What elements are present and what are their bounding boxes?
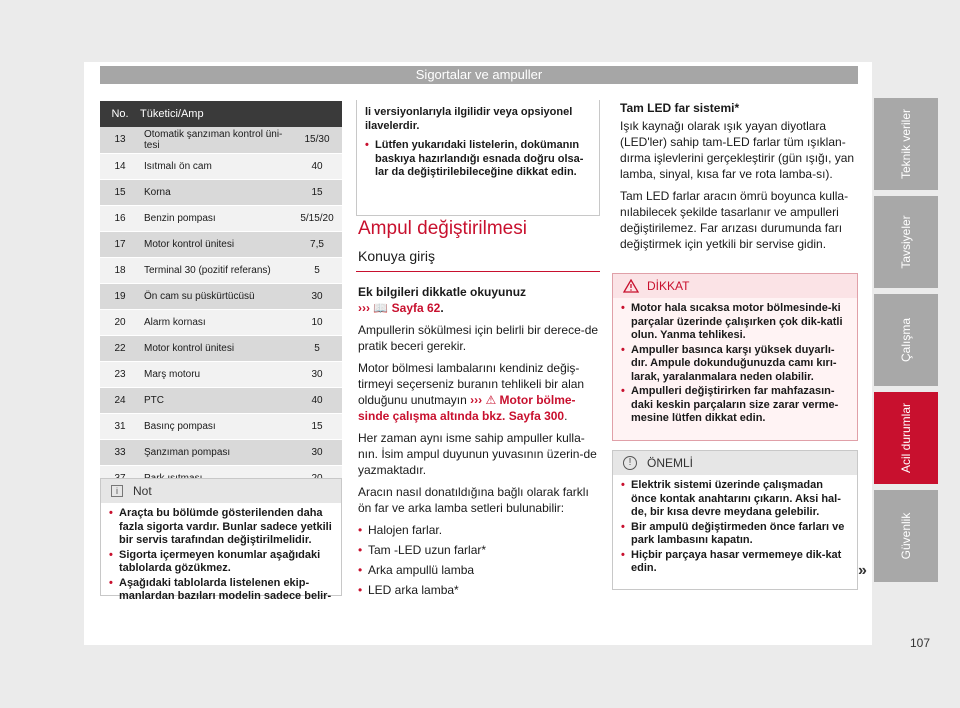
note-icon: i [111,485,123,497]
paragraph: Her zaman aynı isme sahip ampuller kulla-nın. İsim ampul duyunun yuvasının üzerin-de yazmaktadır. [358,431,597,477]
led-section-title: Tam LED far sistemi* [620,101,740,115]
note-header [101,479,341,503]
cell-amp: 40 [292,387,342,413]
column-header-consumer: Tüketici/Amp [140,101,292,127]
table-row [100,153,342,179]
table-row [100,283,342,309]
paragraph: Ampullerin sökülmesi için belirli bir derece-de pratik beceri gerekir. [358,323,599,353]
paragraph: Işık kaynağı olarak ışık yayan diyotlara (LED'ler) sahip tam-LED farlar tüm ışıklan-dırma işlevlerini gerçekleştirir (gün ışığı, yan lamba, sinyal, kısa far ve rota lamba-sı). [620,119,855,181]
cell-amp: 30 [292,283,342,309]
important-title: ÖNEMLİ [647,456,694,470]
cell-amp: 30 [292,439,342,465]
table-header-row [100,101,342,127]
cell-no: 14 [100,153,140,179]
important-header [613,451,857,475]
table-row [100,361,342,387]
cell-amp: 15/30 [292,127,342,153]
cell-no: 33 [100,439,140,465]
cell-consumer: Ön cam su püskürtücüsü [140,283,292,309]
note-box [100,478,342,602]
cell-amp: 5/15/20 [292,205,342,231]
cell-amp: 15 [292,413,342,439]
cell-amp: 5 [292,257,342,283]
motor-section-link[interactable]: Motor bölme-sinde çalışma altında bkz. Sayfa 300 [358,393,576,423]
cell-consumer: Otomatik şanzıman kontrol üni-tesi [140,127,292,153]
page-number: 107 [910,636,931,650]
warning-body [613,298,857,440]
important-box [612,450,858,590]
section-subheading: Konuya giriş [358,248,436,264]
list-item: • Arka ampullü lamba [358,562,600,578]
continue-arrow-icon: » [858,562,867,579]
fuse-table [100,101,342,492]
cell-amp: 5 [292,335,342,361]
paragraph-text: Motor bölmesi lambalarını kendiniz değiş-tirmeyi seçerseniz buranın tehlikeli bir alan olduğunu unutmayın [358,361,585,407]
important-body [613,475,857,581]
table-row [100,179,342,205]
page-header: Sigortalar ve ampuller [100,66,858,84]
table-row [100,127,342,153]
cell-consumer: Motor kontrol ünitesi [140,231,292,257]
side-tab-operation[interactable]: Çalışma [874,294,938,386]
right-column [620,100,856,258]
cell-consumer: Basınç pompası [140,413,292,439]
table-row [100,413,342,439]
list-item: • Tam -LED uzun farlar* [358,542,600,558]
middle-column: Ek bilgileri dikkatle okuyunuz ››› 📖 Sayfa 62. Ampullerin sökülmesi için belirli bir derece-de pratik beceri gerekir. Motor bölmesi lambalarını kendiniz değiş-tirmeyi seçerseniz buranın tehlikeli bir alan olduğunu unutmayın ››› ⚠ Motor bölme-sinde çalışma altında bkz. Sayfa 300. Her zaman aynı isme sahip ampuller kulla-nın. İsim ampul duyunun yuvasının üzerin-de yazmaktadır. Aracın nasıl donatıldığına bağlı olarak farklı ön far ve arka lamba setleri bulunabilir: • Halojen farlar. • Tam -LED uzun farlar* • Arka ampullü lamba • LED arka lamba* [358,284,600,602]
cell-no: 22 [100,335,140,361]
column-header-amp [292,101,342,127]
cell-consumer: PTC [140,387,292,413]
book-icon: 📖 [373,301,389,315]
warning-item: • Ampulleri değiştirirken far mahfazasın-daki keskin parçaların size zarar verme-mesine lütfen dikkat edin. [621,385,849,426]
warning-triangle-icon: ⚠ [485,393,497,407]
cell-consumer: Alarm kornası [140,309,292,335]
warning-item: • Ampuller basınca karşı yüksek duyarlı-dır. Ampule dokunduğunuzda camı kırı-larak, yaralanmalara neden olabilir. [621,344,849,385]
table-row [100,257,342,283]
note-item: • Aşağıdaki tablolarda listelenen ekip-manlardan bazıları modelin sadece belir- [109,577,333,604]
important-item: • Elektrik sistemi üzerinde çalışmadan önce kontak anahtarını çıkarın. Aksi hal-de, bir kısa devre meydana gelebilir. [621,479,849,520]
cell-no: 13 [100,127,140,153]
cell-amp: 7,5 [292,231,342,257]
table-row [100,335,342,361]
paragraph: Tam LED farlar aracın ömrü boyunca kulla-nılabilecek şekilde tasarlanır ve ampulleri değiştirilemez. Far arızası durumunda farı değiştirmek için yetkili bir servise gidin. [620,189,849,251]
cell-consumer: Marş motoru [140,361,292,387]
cell-no: 24 [100,387,140,413]
table-row [100,205,342,231]
column-header-no: No. [100,101,140,127]
cell-consumer: Korna [140,179,292,205]
note-item: • Araçta bu bölümde gösterilenden daha fazla sigorta vardır. Bunlar sadece yetkili bir servis tarafından değiştirilmelidir. [109,507,333,548]
cell-amp: 30 [292,361,342,387]
cell-no: 18 [100,257,140,283]
paragraph-with-link: Motor bölmesi lambalarını kendiniz değiş-tirmeyi seçerseniz buranın tehlikeli bir alan olduğunu unutmayın ››› ⚠ Motor bölme-sinde çalışma altında bkz. Sayfa 300. [358,361,585,423]
important-item: • Bir ampulü değiştirmeden önce farları ve park lambasını kapatın. [621,521,849,548]
table-row [100,309,342,335]
cell-no: 23 [100,361,140,387]
cell-consumer: Benzin pompası [140,205,292,231]
warning-item: • Motor hala sıcaksa motor bölmesinde-ki parçalar üzerinde çalışırken çok dik-katli olun. Yanma tehlikesi. [621,302,849,343]
note-title: Not [133,484,152,498]
cell-amp: 10 [292,309,342,335]
cell-no: 17 [100,231,140,257]
paragraph: Aracın nasıl donatıldığına bağlı olarak farklı ön far ve arka lamba setleri bulunabilir: [358,485,589,515]
side-tab-recommendations[interactable]: Tavsiyeler [874,196,938,288]
cell-consumer: Isıtmalı ön cam [140,153,292,179]
table-row [100,439,342,465]
list-item: • LED arka lamba* [358,582,600,598]
warning-title: DİKKAT [647,279,690,293]
section-heading: Ampul değiştirilmesi [358,218,527,239]
continued-note-item: • Lütfen yukarıdaki listelerin, dokümanın baskıya hazırlandığı esnada doğru olsa-lar da değiştirilebileceğine dikkat edin. [365,133,599,180]
cell-no: 16 [100,205,140,231]
side-tab-technical[interactable]: Teknik veriler [874,98,938,190]
continued-note-box [356,100,600,216]
subheading-divider [356,271,600,272]
link-arrows-icon: ››› [358,301,370,315]
link-arrows-icon: ››› [470,393,483,407]
cell-no: 31 [100,413,140,439]
cell-no: 19 [100,283,140,309]
table-row [100,387,342,413]
side-tab-emergency[interactable]: Acil durumlar [874,392,938,484]
list-item: • Halojen farlar. [358,522,600,538]
important-item: • Hiçbir parçaya hasar vermemeye dik-kat edin. [621,549,849,576]
cell-amp: 40 [292,153,342,179]
cell-consumer: Terminal 30 (pozitif referans) [140,257,292,283]
note-item: • Sigorta içermeyen konumlar aşağıdaki tablolarda gözükmez. [109,549,333,576]
warning-box [612,273,858,441]
cell-consumer: Şanzıman pompası [140,439,292,465]
warning-header [613,274,857,298]
note-body [101,503,341,609]
cell-no: 15 [100,179,140,205]
cell-consumer: Motor kontrol ünitesi [140,335,292,361]
read-info-title: Ek bilgileri dikkatle okuyunuz [358,285,527,299]
side-tab-safety[interactable]: Güvenlik [874,490,938,582]
table-row [100,231,342,257]
warning-triangle-icon [623,279,639,293]
cell-amp: 15 [292,179,342,205]
exclamation-icon: ! [623,456,637,470]
cell-no: 20 [100,309,140,335]
continued-note-text: li versiyonlarıyla ilgilidir veya opsiyonel ilavelerdir. [365,106,573,132]
read-info-link[interactable]: Sayfa 62 [391,301,441,315]
